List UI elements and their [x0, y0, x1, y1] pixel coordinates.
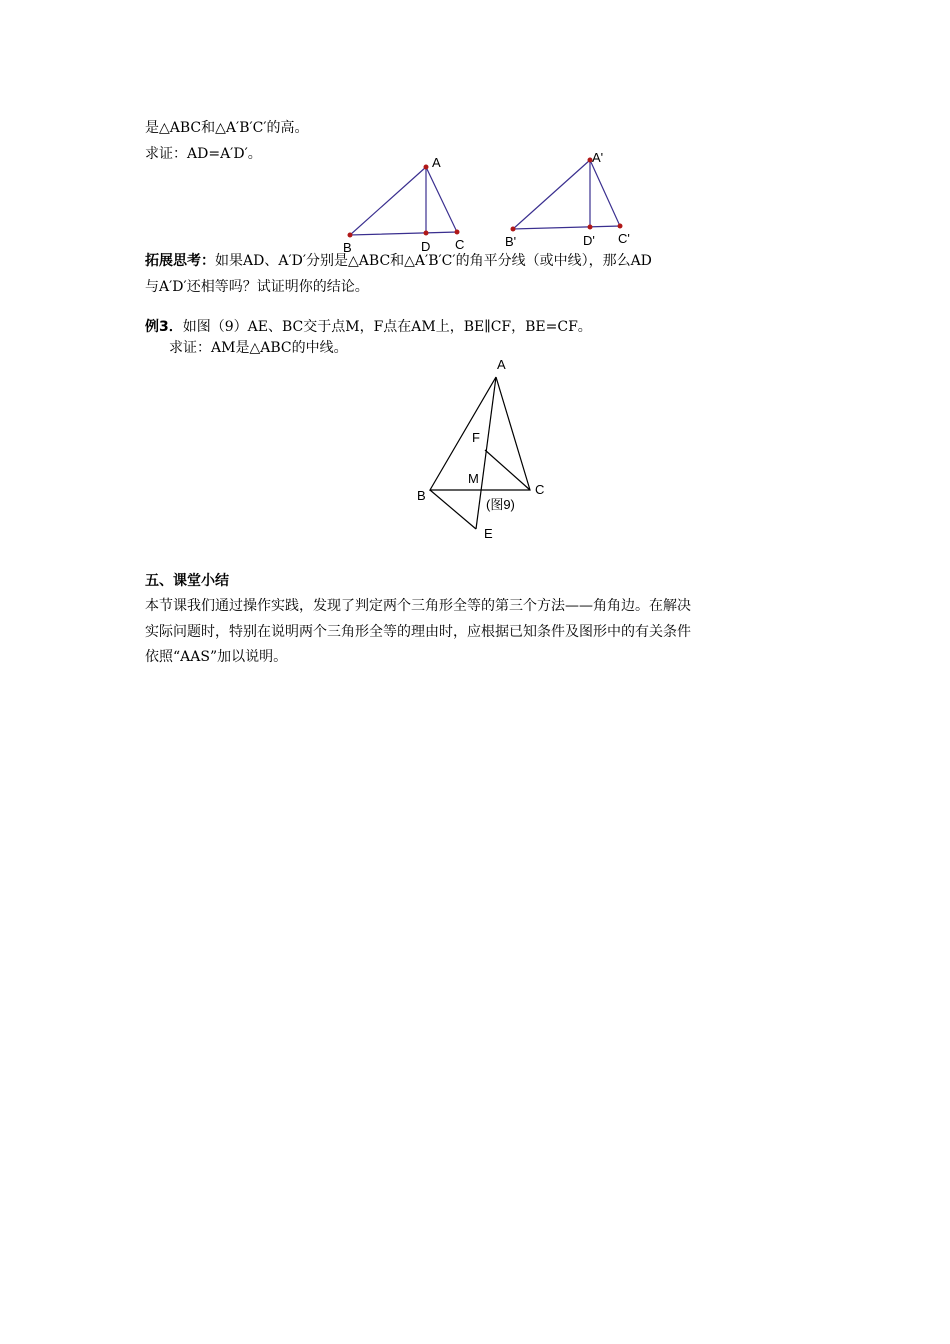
point-a	[424, 165, 429, 170]
summary-heading: 五、课堂小结	[145, 573, 229, 589]
extension-text: 如果AD、A′D′分别是△ABC和△A′B′C′的角平分线（或中线），那么AD	[215, 253, 652, 269]
example3-text: 如图（9）AE、BC交于点M，F点在AM上，BE∥CF，BE=CF。	[182, 319, 592, 335]
point-d-prime	[588, 225, 593, 230]
label-f: F	[472, 430, 480, 445]
figure-9	[405, 355, 565, 545]
label-b: B	[343, 240, 352, 255]
point-b	[348, 233, 353, 238]
label-a: A	[432, 155, 441, 170]
triangle-abc	[343, 155, 464, 255]
point-d	[424, 231, 429, 236]
figure-caption: (图9)	[486, 497, 515, 512]
label-b: B	[417, 488, 426, 503]
label-c-prime: C'	[618, 231, 630, 246]
triangle-abc-lines	[430, 377, 530, 490]
triangle-abc-outline	[350, 167, 457, 235]
extension-label: 拓展思考：	[145, 253, 215, 269]
extension-line-2: 与A′D′还相等吗？试证明你的结论。	[145, 279, 369, 295]
triangles-figure	[330, 150, 650, 255]
label-d-prime: D'	[583, 233, 595, 248]
summary-line-2: 实际问题时，特别在说明两个三角形全等的理由时，应根据已知条件及图形中的有关条件	[145, 624, 691, 640]
triangle-prime-outline	[513, 160, 620, 229]
prove-line: 求证：AD=A′D′。	[145, 146, 262, 162]
summary-line-1: 本节课我们通过操作实践，发现了判定两个三角形全等的第三个方法——角角边。在解决	[145, 598, 691, 614]
label-m: M	[468, 471, 479, 486]
label-c: C	[535, 482, 545, 497]
summary-line-3: 依照“AAS”加以说明。	[145, 649, 288, 665]
point-b-prime	[511, 227, 516, 232]
label-c: C	[455, 237, 465, 252]
triangle-a-prime-b-prime-c-prime	[505, 150, 630, 249]
example3-line-2: 求证：AM是△ABC的中线。	[169, 340, 348, 356]
segment-be	[430, 490, 476, 529]
label-a: A	[497, 357, 506, 372]
segment-cf	[485, 450, 530, 490]
statement-line: 是△ABC和△A′B′C′的高。	[145, 120, 309, 136]
point-c-prime	[618, 224, 623, 229]
label-d: D	[421, 239, 431, 254]
example3-line-1	[145, 317, 592, 337]
extension-line-1	[145, 251, 652, 271]
example3-label: 例3．	[145, 319, 183, 335]
label-a-prime: A'	[592, 150, 604, 165]
label-b-prime: B'	[505, 234, 517, 249]
point-c	[455, 230, 460, 235]
label-e: E	[484, 526, 493, 541]
